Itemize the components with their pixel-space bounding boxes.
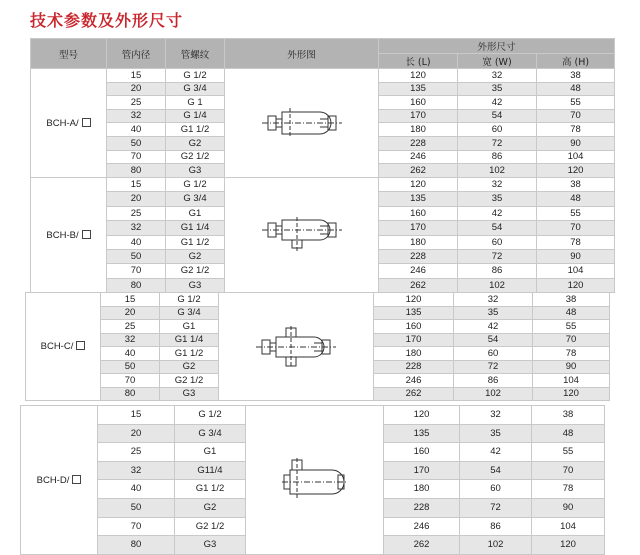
width-cell: 72	[454, 360, 533, 374]
length-cell: 170	[374, 333, 454, 347]
thread-cell: G3	[166, 278, 225, 292]
bore-cell: 70	[98, 517, 175, 536]
model-label: BCH-C/	[40, 341, 74, 353]
height-cell: 70	[537, 221, 615, 235]
spec-table-a	[30, 38, 615, 178]
header-height: 高 (H)	[537, 54, 615, 69]
thread-cell: G2 1/2	[166, 150, 225, 164]
length-cell: 180	[384, 480, 460, 499]
bore-cell: 32	[107, 109, 166, 123]
outline-figure	[225, 178, 379, 293]
width-cell: 54	[454, 333, 533, 347]
bore-cell: 20	[98, 424, 175, 443]
checkbox-square-icon	[82, 230, 91, 239]
bore-cell: 40	[98, 480, 175, 499]
model-cell	[26, 293, 101, 401]
thread-cell: G2	[166, 249, 225, 263]
height-cell: 38	[537, 178, 615, 192]
bore-cell: 40	[107, 235, 166, 249]
width-cell: 102	[460, 536, 532, 555]
width-cell: 42	[458, 96, 537, 110]
height-cell: 55	[537, 96, 615, 110]
length-cell: 228	[379, 249, 458, 263]
model-cell	[21, 406, 98, 555]
length-cell: 180	[374, 347, 454, 361]
height-cell: 78	[537, 123, 615, 137]
height-cell: 78	[537, 235, 615, 249]
width-cell: 32	[458, 69, 537, 83]
width-cell: 35	[460, 424, 532, 443]
model-cell	[31, 178, 107, 293]
bore-cell: 25	[107, 96, 166, 110]
header-length: 长 (L)	[379, 54, 458, 69]
thread-cell: G2 1/2	[166, 264, 225, 278]
height-cell: 78	[533, 347, 610, 361]
thread-cell: G 3/4	[160, 306, 219, 320]
bore-cell: 25	[107, 206, 166, 220]
height-cell: 48	[533, 306, 610, 320]
length-cell: 120	[374, 293, 454, 307]
bore-cell: 40	[107, 123, 166, 137]
width-cell: 86	[458, 264, 537, 278]
bore-cell: 80	[107, 164, 166, 178]
checkbox-square-icon	[72, 475, 81, 484]
width-cell: 54	[458, 109, 537, 123]
bore-cell: 70	[107, 150, 166, 164]
bore-cell: 50	[101, 360, 160, 374]
header-bore: 管内径	[107, 39, 166, 69]
height-cell: 38	[537, 69, 615, 83]
thread-cell: G1 1/2	[166, 123, 225, 137]
length-cell: 170	[379, 221, 458, 235]
length-cell: 120	[379, 178, 458, 192]
width-cell: 60	[454, 347, 533, 361]
width-cell: 86	[460, 517, 532, 536]
thread-cell: G3	[166, 164, 225, 178]
thread-cell: G2 1/2	[175, 517, 246, 536]
length-cell: 120	[384, 406, 460, 425]
bore-cell: 50	[107, 136, 166, 150]
bore-cell: 15	[107, 69, 166, 83]
width-cell: 35	[458, 192, 537, 206]
length-cell: 262	[379, 278, 458, 292]
thread-cell: G11/4	[175, 461, 246, 480]
width-cell: 42	[458, 206, 537, 220]
figure-d-drawing	[280, 458, 350, 502]
height-cell: 38	[532, 406, 605, 425]
header-width: 宽 (W)	[458, 54, 537, 69]
spec-table-d	[20, 405, 605, 555]
thread-cell: G 1/2	[160, 293, 219, 307]
height-cell: 38	[533, 293, 610, 307]
model-cell	[31, 69, 107, 178]
length-cell: 228	[374, 360, 454, 374]
height-cell: 55	[537, 206, 615, 220]
thread-cell: G 1/2	[166, 69, 225, 83]
thread-cell: G 3/4	[175, 424, 246, 443]
table-row	[26, 293, 610, 307]
table-row	[31, 178, 615, 192]
height-cell: 90	[532, 498, 605, 517]
bore-cell: 70	[107, 264, 166, 278]
length-cell: 246	[379, 264, 458, 278]
bore-cell: 15	[107, 178, 166, 192]
width-cell: 86	[458, 150, 537, 164]
width-cell: 72	[460, 498, 532, 517]
figure-a-drawing	[260, 106, 344, 140]
bore-cell: 80	[107, 278, 166, 292]
bore-cell: 80	[98, 536, 175, 555]
bore-cell: 25	[98, 443, 175, 462]
width-cell: 32	[454, 293, 533, 307]
length-cell: 160	[379, 96, 458, 110]
width-cell: 72	[458, 249, 537, 263]
bore-cell: 50	[107, 249, 166, 263]
width-cell: 72	[458, 136, 537, 150]
thread-cell: G1	[166, 206, 225, 220]
length-cell: 262	[384, 536, 460, 555]
width-cell: 35	[454, 306, 533, 320]
width-cell: 42	[454, 320, 533, 334]
length-cell: 180	[379, 235, 458, 249]
thread-cell: G 1	[166, 96, 225, 110]
height-cell: 70	[533, 333, 610, 347]
width-cell: 86	[454, 374, 533, 388]
bore-cell: 32	[98, 461, 175, 480]
length-cell: 160	[374, 320, 454, 334]
length-cell: 262	[374, 387, 454, 401]
length-cell: 135	[379, 192, 458, 206]
length-cell: 228	[379, 136, 458, 150]
header-thread: 管螺纹	[166, 39, 225, 69]
spec-table-b	[30, 177, 615, 293]
height-cell: 48	[537, 192, 615, 206]
height-cell: 55	[532, 443, 605, 462]
width-cell: 60	[460, 480, 532, 499]
header-model: 型号	[31, 39, 107, 69]
bore-cell: 40	[101, 347, 160, 361]
length-cell: 135	[384, 424, 460, 443]
height-cell: 90	[537, 136, 615, 150]
bore-cell: 50	[98, 498, 175, 517]
length-cell: 180	[379, 123, 458, 137]
length-cell: 135	[379, 82, 458, 96]
height-cell: 90	[533, 360, 610, 374]
bore-cell: 20	[101, 306, 160, 320]
length-cell: 160	[379, 206, 458, 220]
thread-cell: G1 1/4	[166, 221, 225, 235]
length-cell: 246	[379, 150, 458, 164]
length-cell: 135	[374, 306, 454, 320]
bore-cell: 20	[107, 82, 166, 96]
width-cell: 42	[460, 443, 532, 462]
length-cell: 170	[379, 109, 458, 123]
length-cell: 160	[384, 443, 460, 462]
height-cell: 104	[537, 150, 615, 164]
length-cell: 246	[374, 374, 454, 388]
bore-cell: 15	[101, 293, 160, 307]
bore-cell: 32	[101, 333, 160, 347]
bore-cell: 80	[101, 387, 160, 401]
height-cell: 104	[533, 374, 610, 388]
height-cell: 70	[532, 461, 605, 480]
height-cell: 48	[537, 82, 615, 96]
bore-cell: 70	[101, 374, 160, 388]
outline-figure	[246, 406, 384, 555]
height-cell: 90	[537, 249, 615, 263]
width-cell: 32	[458, 178, 537, 192]
table-row	[21, 406, 605, 425]
model-label: BCH-B/	[46, 229, 79, 241]
header-dims: 外形尺寸	[379, 39, 615, 54]
length-cell: 262	[379, 164, 458, 178]
thread-cell: G1 1/4	[160, 333, 219, 347]
thread-cell: G 1/2	[166, 178, 225, 192]
thread-cell: G1	[160, 320, 219, 334]
checkbox-square-icon	[76, 341, 85, 350]
height-cell: 55	[533, 320, 610, 334]
thread-cell: G3	[160, 387, 219, 401]
checkbox-square-icon	[82, 118, 91, 127]
model-label: BCH-D/	[36, 474, 70, 486]
page-title: 技术参数及外形尺寸	[30, 11, 184, 30]
thread-cell: G2 1/2	[160, 374, 219, 388]
height-cell: 120	[537, 164, 615, 178]
height-cell: 120	[537, 278, 615, 292]
thread-cell: G2	[166, 136, 225, 150]
table-row	[31, 69, 615, 83]
thread-cell: G1 1/2	[160, 347, 219, 361]
spec-table-c	[25, 292, 610, 401]
width-cell: 60	[458, 123, 537, 137]
width-cell: 35	[458, 82, 537, 96]
width-cell: 32	[460, 406, 532, 425]
width-cell: 102	[458, 164, 537, 178]
thread-cell: G3	[175, 536, 246, 555]
thread-cell: G1 1/2	[175, 480, 246, 499]
outline-figure	[219, 293, 374, 401]
height-cell: 120	[532, 536, 605, 555]
height-cell: 48	[532, 424, 605, 443]
width-cell: 102	[458, 278, 537, 292]
figure-c-drawing	[254, 325, 338, 369]
width-cell: 60	[458, 235, 537, 249]
header-figure: 外形图	[225, 39, 379, 69]
thread-cell: G2	[160, 360, 219, 374]
outline-figure	[225, 69, 379, 178]
height-cell: 104	[532, 517, 605, 536]
thread-cell: G 3/4	[166, 192, 225, 206]
bore-cell: 25	[101, 320, 160, 334]
bore-cell: 15	[98, 406, 175, 425]
thread-cell: G 3/4	[166, 82, 225, 96]
width-cell: 54	[460, 461, 532, 480]
thread-cell: G1	[175, 443, 246, 462]
width-cell: 54	[458, 221, 537, 235]
bore-cell: 32	[107, 221, 166, 235]
figure-b-drawing	[260, 215, 344, 255]
width-cell: 102	[454, 387, 533, 401]
height-cell: 70	[537, 109, 615, 123]
thread-cell: G2	[175, 498, 246, 517]
length-cell: 120	[379, 69, 458, 83]
thread-cell: G 1/4	[166, 109, 225, 123]
model-label: BCH-A/	[46, 117, 79, 129]
length-cell: 246	[384, 517, 460, 536]
bore-cell: 20	[107, 192, 166, 206]
length-cell: 170	[384, 461, 460, 480]
thread-cell: G1 1/2	[166, 235, 225, 249]
thread-cell: G 1/2	[175, 406, 246, 425]
height-cell: 78	[532, 480, 605, 499]
length-cell: 228	[384, 498, 460, 517]
height-cell: 104	[537, 264, 615, 278]
height-cell: 120	[533, 387, 610, 401]
